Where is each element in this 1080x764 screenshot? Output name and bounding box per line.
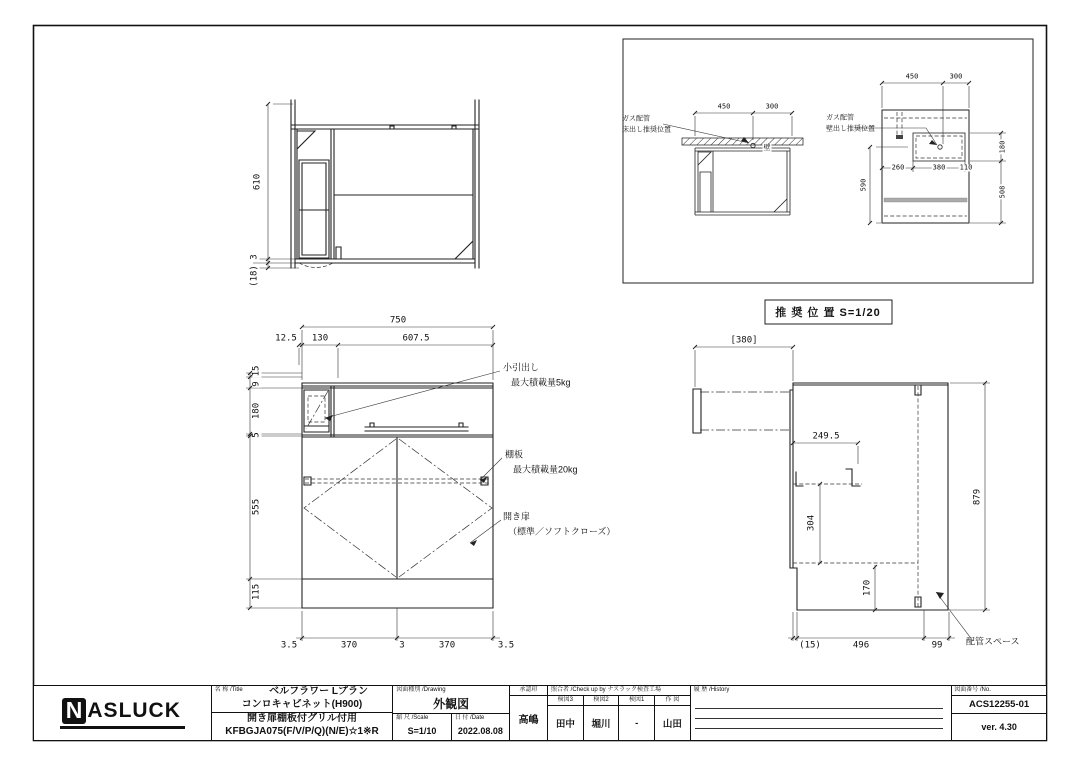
front-dim-b370b: 370 [438, 640, 456, 651]
side-dim-2495: 249.5 [812, 431, 840, 442]
wall-position-label: 壁出し推奨位置 [826, 125, 875, 133]
drawing-type-cell [393, 686, 510, 740]
drawing-type-value: 外観図 [433, 697, 470, 711]
drawing-number-header: 図面番号 /No. [952, 686, 1046, 696]
callout-small-drawer-load: 最大積載量5kg [511, 377, 571, 388]
checker-name: 田中 [555, 719, 575, 731]
recommended-wall-view [855, 81, 1006, 225]
wall-dim-300: 300 [949, 72, 963, 81]
side-dim-170: 170 [862, 579, 873, 597]
callout-door: 開き扉 [503, 511, 531, 522]
callout-door-type: （標準／ソフトクローズ） [508, 526, 616, 537]
callout-shelf: 棚板 [505, 449, 524, 460]
front-dim-180: 180 [251, 402, 262, 420]
front-dim-115: 115 [251, 583, 262, 601]
callout-shelf-load: 最大積載量20kg [513, 464, 578, 475]
drafter-name: 山田 [662, 719, 682, 731]
callout-pipe-space: 配管スペース [966, 636, 1020, 647]
drawing-version: ver. 4.30 [981, 722, 1017, 733]
plan-dim-depth: 610 [252, 173, 263, 191]
checker-name: 堀川 [591, 719, 611, 731]
side-view-drawing [693, 345, 990, 641]
approval-header: 承認印 [510, 686, 547, 696]
wall-dim-590: 590 [859, 178, 868, 192]
wall-dim-508: 508 [998, 185, 1007, 199]
front-dim-b35a: 3.5 [280, 640, 298, 651]
drawing-type-header: 図面種別 /Drawing [396, 687, 446, 693]
front-dim-b3: 3 [399, 640, 405, 651]
wall-dim-450: 450 [905, 72, 919, 81]
wall-dim-260: 260 [891, 163, 905, 172]
check-col-3: 検図3 田中 [548, 696, 584, 740]
logo-n-icon: N [62, 698, 87, 724]
recommended-position-box [623, 39, 1033, 324]
front-dim-left: 12.5 [275, 333, 297, 344]
nasluck-logo: N ASLUCK [60, 698, 185, 729]
front-dim-15: 15 [251, 365, 262, 377]
plan-view-drawing [249, 100, 479, 270]
front-dim-opening: 607.5 [402, 333, 430, 344]
approval-cell [510, 686, 548, 740]
side-dim-304: 304 [806, 514, 817, 532]
wall-dim-380: 380 [932, 163, 946, 172]
check-col-1: 検図1 - [619, 696, 655, 740]
recommended-floor-view [663, 111, 803, 215]
front-dim-5: 5 [251, 432, 262, 438]
drawing-number-cell [952, 686, 1046, 740]
recommended-caption: 推 奨 位 置 S=1/20 [775, 307, 881, 319]
product-code: KFBGJA075(F/V/P/Q)(N/E)☆1※R [225, 725, 379, 737]
plan-dim-gap: 3 [249, 254, 260, 260]
drawing-number: ACS12255-01 [952, 696, 1046, 714]
history-rule [695, 728, 943, 729]
title-block [33, 685, 1047, 741]
side-dim-b496: 496 [852, 640, 870, 651]
side-dim-879: 879 [972, 488, 983, 506]
front-dim-b370a: 370 [340, 640, 358, 651]
history-rule [695, 708, 943, 709]
title-cell [212, 686, 394, 740]
checker-name: - [635, 717, 639, 729]
floor-dim-450: 450 [717, 102, 731, 111]
front-dim-9: 9 [251, 381, 262, 387]
check-col-2: 検図2 堀川 [584, 696, 620, 740]
scale-value: S=1/10 [407, 726, 437, 737]
floor-wall-label: 壁 [763, 143, 771, 152]
side-dim-drawer-ext: [380] [730, 335, 758, 346]
scale-header: 縮 尺 /Scale [396, 715, 429, 721]
history-cell [691, 686, 952, 740]
floor-dim-300: 300 [765, 102, 779, 111]
side-dim-b15: (15) [799, 640, 821, 651]
floor-gas-label: ガス配管 [622, 115, 650, 123]
logo-cell [34, 686, 212, 740]
side-dim-b99: 99 [931, 640, 943, 651]
front-dim-b35b: 3.5 [497, 640, 515, 651]
front-view-drawing [246, 325, 502, 641]
front-dim-555: 555 [251, 498, 262, 516]
product-name-line3: 開き扉棚板付グリル付用 [246, 713, 357, 724]
wall-gas-label: ガス配管 [826, 114, 854, 122]
product-name-line2: コンロキャビネット(H900) [241, 698, 363, 710]
name-header: 名 称 /Title [214, 687, 243, 693]
wall-dim-180: 180 [998, 140, 1007, 154]
date-header: 日 付 /Date [454, 715, 485, 721]
history-header: 履 歴 /History [693, 687, 730, 693]
callout-small-drawer: 小引出し [503, 362, 540, 373]
check-col-draw: 作 図 山田 [655, 696, 690, 740]
front-dim-width: 750 [389, 315, 407, 326]
plan-dim-door: (18) [249, 265, 260, 287]
product-name-line1: ベルフラワー Lプラン [269, 686, 368, 697]
approval-name: 高嶋 [518, 714, 539, 726]
check-header: 照合者 /Check up by ナスラック検査工場 [548, 686, 690, 696]
wall-dim-110: 110 [959, 163, 973, 172]
date-value: 2022.08.08 [457, 726, 503, 737]
history-rule [695, 718, 943, 719]
front-dim-drawer: 130 [311, 333, 329, 344]
check-cell [548, 686, 691, 740]
floor-position-label: 床出し推奨位置 [622, 126, 671, 134]
